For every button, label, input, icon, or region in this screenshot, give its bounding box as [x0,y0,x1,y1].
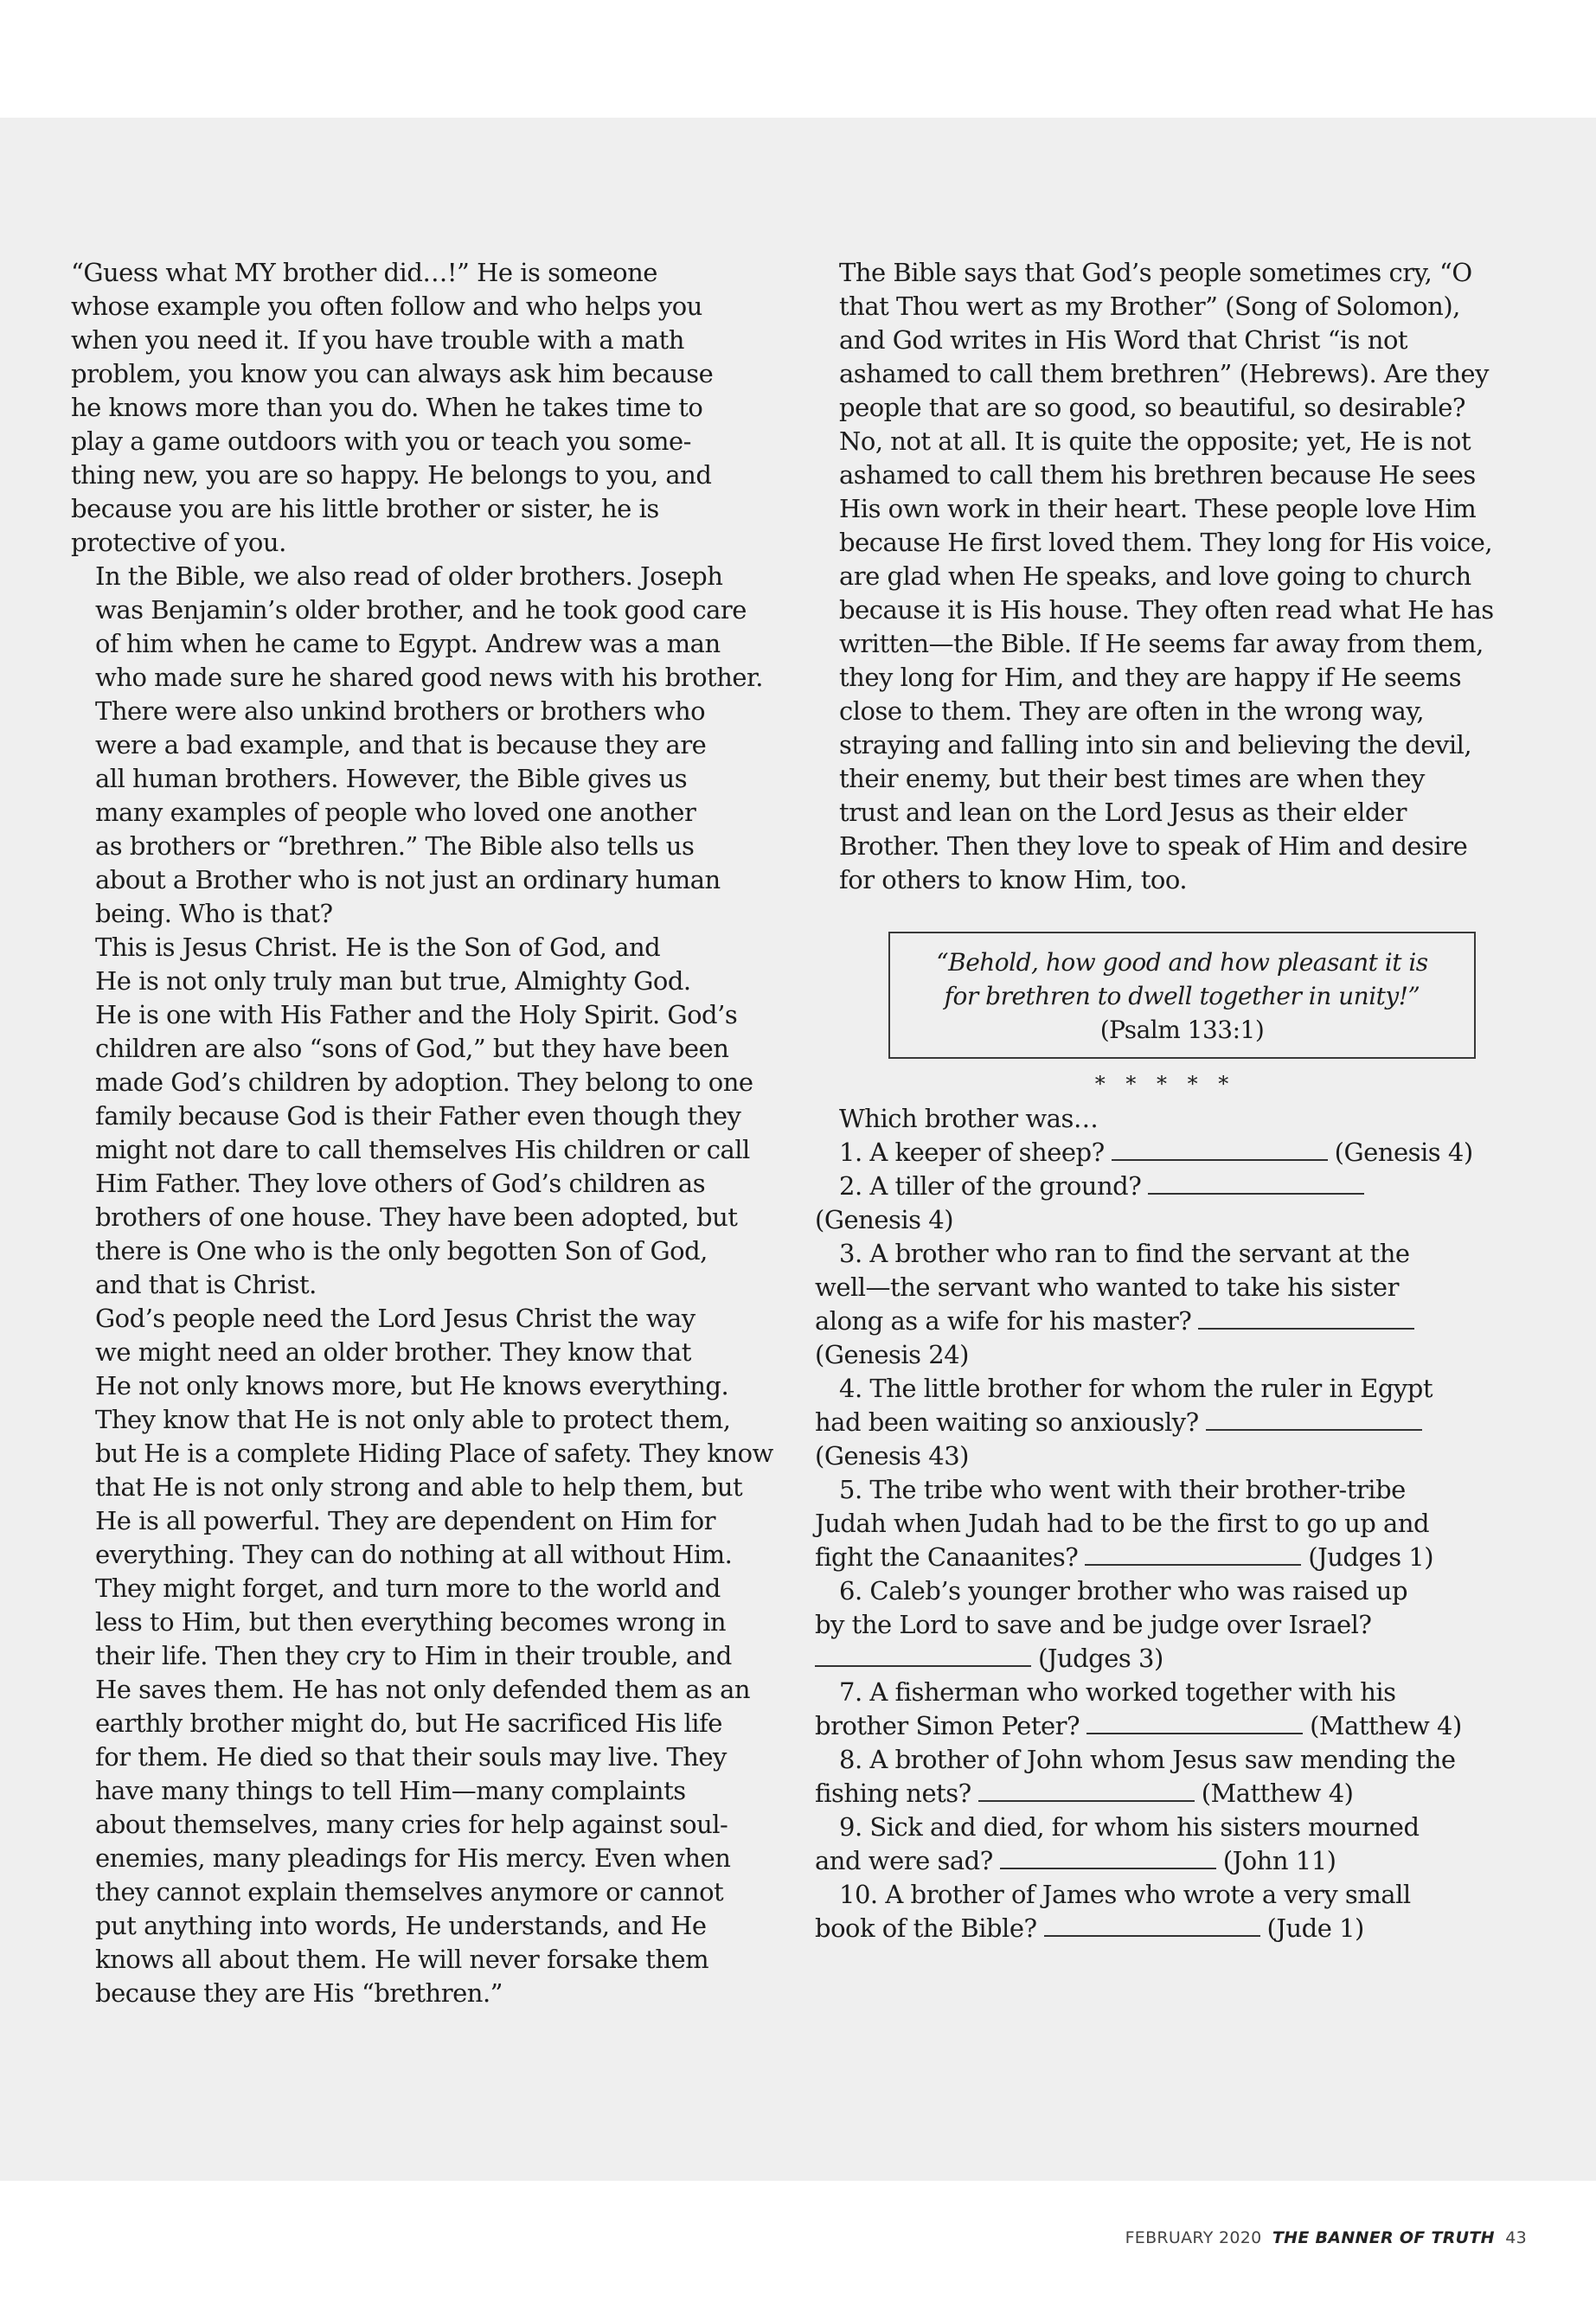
text-line: written—the Bible. If He seems far away from them, [839,629,1484,658]
quiz-question-text: 10. A brother of James who wrote a very small [839,1880,1411,1909]
text-line: many examples of people who loved one another [95,798,696,827]
quiz-question [815,1574,1533,1676]
quiz-line [815,1844,1533,1878]
text-line: was Benjamin’s older brother, and he took good care [95,595,747,625]
text-line: people that are so good, so beautiful, so desirable? [839,393,1465,422]
quiz-question-text: fight the Canaanites? [815,1542,1079,1572]
quiz-question [815,1473,1533,1574]
quiz-question-text: fishing nets? [815,1779,971,1808]
quiz-reference: (Genesis 4) [1334,1138,1473,1167]
quiz-line [815,1574,1533,1608]
quiz-line [815,1811,1533,1844]
text-line: because He first loved them. They long for His voice, [839,528,1493,557]
text-line: The Bible says that God’s people sometimes cry, “O [839,258,1472,287]
quiz-question [815,1811,1533,1878]
text-line: who made sure he shared good news with his brother. [95,663,763,692]
footer-page-number: 43 [1505,2228,1527,2247]
quiz-reference: (Matthew 4) [1310,1711,1462,1740]
page-footer [1125,2228,1527,2247]
text-line: family because God is their Father even though they [95,1101,741,1131]
answer-blank[interactable] [1112,1158,1328,1161]
answer-blank[interactable] [1198,1327,1414,1330]
quiz-question-text: 5. The tribe who went with their brother-tribe [839,1475,1406,1504]
text-line: were a bad example, and that is because they are [95,730,707,760]
quote-line-2: for brethren to dwell together in unity!” [944,982,1420,1010]
text-line: God’s people need the Lord Jesus Christ the way [95,1304,695,1333]
quiz-question-text: well—the servant who wanted to take his sister [815,1272,1399,1302]
quiz-line [815,1777,1533,1811]
text-line: they long for Him, and they are happy if He seems [839,663,1462,692]
answer-blank[interactable] [815,1664,1031,1667]
answer-blank[interactable] [1148,1192,1364,1195]
quiz-reference: (John 11) [1222,1846,1336,1875]
left-paragraph [71,256,789,560]
answer-blank[interactable] [978,1799,1195,1802]
scripture-quote-box [888,932,1476,1059]
text-line: as brothers or “brethren.” The Bible also tells us [95,831,695,861]
quiz-line [815,1372,1533,1406]
text-line: about themselves, many cries for help against soul- [95,1810,728,1839]
quiz-line [815,1406,1533,1439]
text-line: thing new, you are so happy. He belongs to you, and [71,460,712,490]
quiz-line [815,1541,1533,1574]
answer-blank[interactable] [1206,1428,1422,1431]
text-line: brothers of one house. They have been adopted, but [95,1202,738,1232]
quiz-intro: Which brother was… [839,1104,1099,1133]
quiz-question-text: 1. A keeper of sheep? [839,1138,1105,1167]
text-line: of him when he came to Egypt. Andrew was a man [95,629,721,658]
text-line: No, not at all. It is quite the opposite; yet, He is not [839,426,1471,456]
text-line: less to Him, but then everything becomes wrong in [95,1607,727,1637]
text-line: play a game outdoors with you or teach you some- [71,426,691,456]
quiz-question-text: 8. A brother of John whom Jesus saw mending the [839,1745,1456,1774]
quiz-reference: (Genesis 43) [815,1441,969,1471]
text-line: ashamed to call them brethren” (Hebrews). Are they [839,359,1489,388]
quiz-question-text: along as a wife for his master? [815,1306,1192,1336]
quiz-line [815,1237,1533,1271]
quiz-question [815,1676,1533,1743]
text-line: because it is His house. They often read what He has [839,595,1494,625]
right-paragraph [815,256,1533,897]
text-line: Him Father. They love others of God’s children as [95,1169,706,1198]
answer-blank[interactable] [1085,1563,1301,1566]
text-line: he knows more than you do. When he takes time to [71,393,703,422]
text-line: whose example you often follow and who helps you [71,292,702,321]
quiz-line [815,1439,1533,1473]
quiz-question-text: Judah when Judah had to be the first to go up and [815,1509,1430,1538]
text-line: This is Jesus Christ. He is the Son of God, and [95,933,661,962]
text-line: There were also unkind brothers or brothers who [95,696,706,726]
quiz-line [815,1203,1533,1237]
quiz-line [815,1709,1533,1743]
text-line: that Thou wert as my Brother” (Song of Solomon), [839,292,1460,321]
quiz-line [815,1136,1533,1170]
quiz-line [815,1642,1533,1676]
quiz-question-text: by the Lord to save and be judge over Israel? [815,1610,1372,1639]
answer-blank[interactable] [1000,1867,1216,1869]
quiz-line [815,1912,1533,1945]
quiz-line [815,1338,1533,1372]
text-line: and God writes in His Word that Christ “is not [839,325,1408,355]
quiz-reference: (Matthew 4) [1201,1779,1354,1808]
quiz-reference: (Jude 1) [1266,1913,1364,1943]
text-line: are glad when He speaks, and love going to church [839,561,1471,591]
quiz-question [815,1878,1533,1945]
quiz-question-text: 6. Caleb’s younger brother who was raised up [839,1576,1408,1606]
text-line: earthly brother might do, but He sacrificed His life [95,1708,722,1738]
text-line: “Guess what MY brother did…!” He is someone [71,258,657,287]
text-line: He not only knows more, but He knows everything. [95,1371,729,1400]
footer-publication: THE BANNER OF TRUTH [1272,2228,1495,2247]
text-line: He saves them. He has not only defended them as an [95,1675,751,1704]
text-line: their enemy, but their best times are when they [839,764,1425,793]
text-line: all human brothers. However, the Bible gives us [95,764,688,793]
quiz-question-text: brother Simon Peter? [815,1711,1080,1740]
text-line: we might need an older brother. They know that [95,1337,691,1367]
left-paragraph [71,560,789,931]
right-column [815,256,1533,1945]
text-line: for others to know Him, too. [839,865,1188,894]
text-line: He is one with His Father and the Holy Spirit. God’s [95,1000,738,1029]
quote-reference: (Psalm 133:1) [1099,1016,1265,1044]
text-line: but He is a complete Hiding Place of safety. They know [95,1439,773,1468]
quiz-question-text: 4. The little brother for whom the ruler in Egypt [839,1374,1433,1403]
text-line: put anything into words, He understands, and He [95,1911,707,1940]
text-line: enemies, many pleadings for His mercy. Even when [95,1843,731,1873]
quiz-line [815,1271,1533,1304]
text-line: knows all about them. He will never forsake them [95,1945,709,1974]
quiz-question [815,1372,1533,1473]
text-line: children are also “sons of God,” but they have been [95,1034,729,1063]
text-line: He is not only truly man but true, Almighty God. [95,966,691,996]
quote-line-1: “Behold, how good and how pleasant it is [936,948,1428,977]
text-line: protective of you. [71,528,286,557]
text-line: have many things to tell Him—many complaints [95,1776,686,1805]
text-line: because they are His “brethren.” [95,1978,503,2008]
text-line: when you need it. If you have trouble with a math [71,325,684,355]
quiz-line [815,1507,1533,1541]
text-line: about a Brother who is not just an ordinary human [95,865,721,894]
answer-blank[interactable] [1086,1732,1303,1734]
quiz-question-text: 9. Sick and died, for whom his sisters mourned [839,1812,1420,1842]
quiz-reference: (Genesis 4) [815,1205,954,1234]
text-line: He is all powerful. They are dependent on Him for [95,1506,716,1535]
text-line: close to them. They are often in the wrong way, [839,696,1425,726]
text-line: In the Bible, we also read of older brothers. Joseph [95,561,723,591]
text-line: might not dare to call themselves His children or call [95,1135,750,1164]
text-line: and that is Christ. [95,1270,317,1299]
quiz-list [815,1136,1533,1945]
text-line: being. Who is that? [95,899,333,928]
section-separator: * * * * * [1094,1072,1236,1096]
quiz-line [815,1676,1533,1709]
quiz-question-text: had been waiting so anxiously? [815,1407,1199,1437]
text-line: trust and lean on the Lord Jesus as their elder [839,798,1407,827]
page-sheet [0,118,1596,2247]
quiz-line [815,1743,1533,1777]
quiz-question-text: 3. A brother who ran to find the servant at the [839,1239,1410,1268]
text-line: They might forget, and turn more to the world and [95,1574,721,1603]
left-paragraph [71,1302,789,2010]
quiz-line [815,1170,1533,1203]
quiz-question-text: and were sad? [815,1846,993,1875]
quiz-question [815,1170,1533,1237]
answer-blank[interactable] [1044,1934,1260,1937]
text-line: straying and falling into sin and believing the devil, [839,730,1472,760]
footer-date: FEBRUARY 2020 [1125,2228,1262,2247]
text-line: because you are his little brother or sister, he is [71,494,659,523]
quiz-reference: (Genesis 24) [815,1340,969,1369]
quiz-reference: (Judges 1) [1308,1542,1434,1572]
text-line: their life. Then they cry to Him in their trouble, and [95,1641,732,1670]
quiz-line [815,1473,1533,1507]
text-line: problem, you know you can always ask him because [71,359,714,388]
text-line: made God’s children by adoption. They belong to one [95,1067,753,1097]
quiz-question-text: book of the Bible? [815,1913,1037,1943]
quiz-question [815,1237,1533,1372]
quiz-question-text: 7. A fisherman who worked together with his [839,1677,1396,1707]
quiz-question [815,1743,1533,1811]
left-paragraph [71,931,789,1302]
quiz-question [815,1136,1533,1170]
quiz-line [815,1608,1533,1642]
text-line: ashamed to call them his brethren because He sees [839,460,1476,490]
quiz-line [815,1878,1533,1912]
text-line: They know that He is not only able to protect them, [95,1405,731,1434]
quiz-line [815,1304,1533,1338]
text-line: His own work in their heart. These people love Him [839,494,1477,523]
left-column [71,256,789,2010]
quiz-question-text: 2. A tiller of the ground? [839,1171,1142,1201]
text-line: there is One who is the only begotten Son of God, [95,1236,708,1266]
quiz-reference: (Judges 3) [1038,1644,1163,1673]
text-line: for them. He died so that their souls may live. They [95,1742,727,1772]
text-line: they cannot explain themselves anymore or cannot [95,1877,724,1907]
text-line: everything. They can do nothing at all without Him. [95,1540,733,1569]
text-line: Brother. Then they love to speak of Him and desire [839,831,1468,861]
text-line: that He is not only strong and able to help them, but [95,1472,743,1502]
